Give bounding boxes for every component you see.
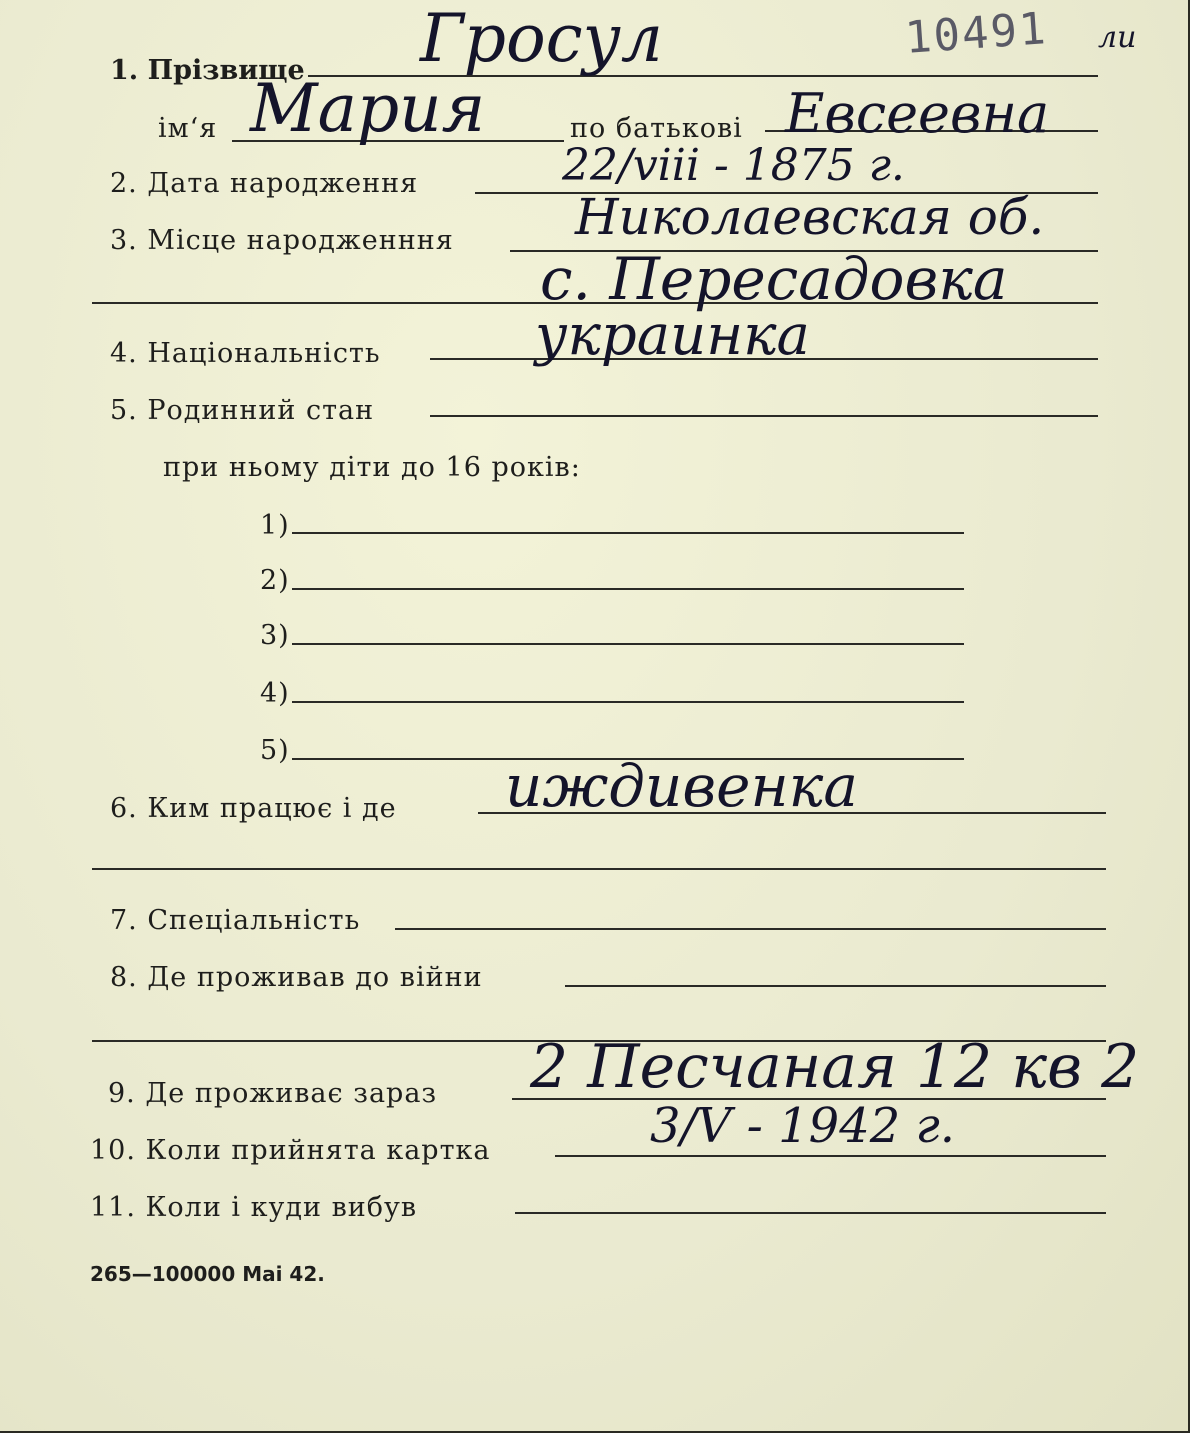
name-value: Мария [250, 70, 486, 147]
children-heading: при ньому діти до 16 років: [163, 452, 581, 483]
prewar-residence-label: 8. Де проживав до війни [110, 962, 483, 993]
occupation-label: 6. Ким працює і де [110, 793, 397, 824]
nationality-label: 4. Національність [110, 338, 381, 369]
child-2-label: 2) [260, 565, 290, 596]
marital-status-line [430, 415, 1098, 417]
current-residence-value: 2 Песчаная 12 кв 2 [530, 1032, 1140, 1102]
stamp-number: 10491 [903, 3, 1050, 64]
surname-value: Гросул [420, 0, 663, 77]
name-label: ім‘я [158, 113, 218, 144]
card-accepted-line [555, 1155, 1106, 1157]
child-3-label: 3) [260, 620, 290, 651]
occupation-value: иждивенка [505, 752, 858, 820]
card-accepted-value: 3/V - 1942 г. [650, 1098, 956, 1154]
departure-line [515, 1212, 1106, 1214]
child-3-line [292, 643, 964, 645]
occupation-line-2 [92, 868, 1106, 870]
child-2-line [292, 588, 964, 590]
child-1-line [292, 532, 964, 534]
card-accepted-label: 10. Коли прийнята картка [90, 1135, 491, 1166]
birth-date-label: 2. Дата народження [110, 168, 419, 199]
surname-label: 1. Прізвище [110, 55, 305, 86]
marital-status-label: 5. Родинний стан [110, 395, 375, 426]
birth-place-label: 3. Місце народженння [110, 225, 454, 256]
child-4-line [292, 701, 964, 703]
specialty-line [395, 928, 1106, 930]
departure-label: 11. Коли і куди вибув [90, 1192, 418, 1223]
nationality-value: украинка [535, 303, 810, 368]
birth-place-value-line2: с. Пересадовка [540, 245, 1008, 313]
patronymic-value: Евсеевна [785, 82, 1050, 145]
child-1-label: 1) [260, 510, 290, 541]
child-4-label: 4) [260, 678, 290, 709]
child-5-label: 5) [260, 735, 290, 766]
patronymic-label: по батькові [570, 113, 743, 144]
corner-mark: ли [1098, 20, 1137, 55]
birth-date-value: 22/viii - 1875 г. [562, 140, 905, 191]
current-residence-label: 9. Де проживає зараз [108, 1078, 438, 1109]
footer-print-info: 265—100000 Mai 42. [90, 1262, 325, 1286]
specialty-label: 7. Спеціальність [110, 905, 361, 936]
prewar-residence-line-1 [565, 985, 1106, 987]
birth-place-value-line1: Николаевская об. [575, 188, 1045, 246]
